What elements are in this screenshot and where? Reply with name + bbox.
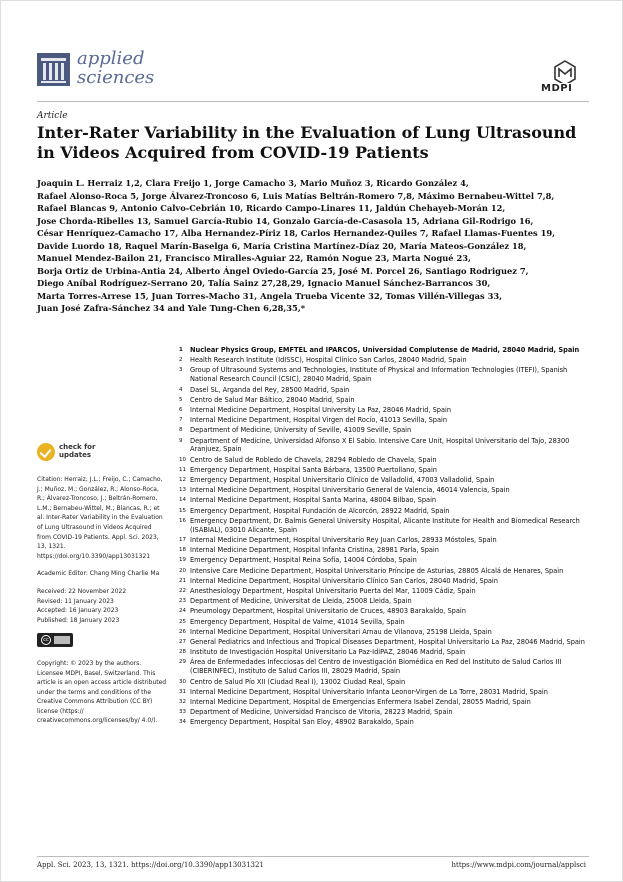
affiliation-item: [179, 426, 589, 435]
affiliation-number: 23: [179, 598, 186, 605]
affiliation-item: [179, 708, 589, 717]
affiliation-number: 3: [179, 367, 183, 374]
article-title: Inter-Rater Variability in the Evaluation of Lung Ultrasound in Videos Acquired from COVID-19 Patients: [37, 123, 577, 162]
affiliation-item: [179, 396, 589, 405]
author-line: Joaquin L. Herraiz 1,2, Clara Freijo 1, Jorge Camacho 3, Mario Muñoz 3, Ricardo González 4,: [37, 178, 469, 188]
affiliation-number: 9: [179, 437, 183, 444]
footer-citation: Appl. Sci. 2023, 13, 1321. https://doi.org/10.3390/app13031321: [37, 861, 264, 869]
affiliation-text: General Pediatrics and Infectious and Tropical Diseases Department, Hospital Universitario La Paz, 28046 Madrid, Spain: [190, 638, 585, 646]
affiliation-number: 27: [179, 639, 186, 645]
affiliation-number: 22: [179, 587, 186, 594]
affiliation-item: [179, 356, 589, 365]
mdpi-logo-icon: [541, 59, 589, 83]
affiliation-text: Centro de Salud Pío XII (Ciudad Real I), 13002 Ciudad Real, Spain: [190, 677, 406, 686]
affiliation-text: Internal Medicine Department, Hospital Universitario Infanta Leonor-Virgen de La Torre, 28031 Madrid, Spain: [190, 687, 548, 696]
received-date: Received: 22 November 2022: [37, 587, 127, 595]
affiliation-item: [179, 406, 589, 415]
affiliation-number: 4: [179, 386, 183, 393]
affiliation-item: [179, 517, 589, 535]
affiliation-item: [179, 658, 589, 676]
affiliation-text: Emergency Department, Hospital San Eloy, 48902 Barakaldo, Spain: [190, 718, 414, 727]
affiliation-text: Centro de Salud Mar Báltico, 28040 Madrid, Spain: [190, 395, 355, 404]
cc-by-badge[interactable]: [37, 633, 167, 651]
check-for-updates-badge[interactable]: [37, 441, 167, 467]
author-line: Marta Torres-Arrese 15, Juan Torres-Macho 31, Angela Trueba Vicente 32, Tomas Villén-Villegas 33,: [37, 290, 503, 301]
affiliation-number: 26: [179, 628, 186, 635]
author-line: Jose Chorda-Ribelles 13, Samuel García-Rubio 14, Gonzalo García-de-Casasola 15, Adriana Gil-Rodrigo 16,: [37, 215, 534, 226]
journal-logo[interactable]: [37, 49, 207, 93]
affiliation-number: 24: [179, 608, 186, 615]
affiliation-text: Internal Medicine Department, Hospital Universitario Clínico San Carlos, 28040 Madrid, Spain: [190, 576, 498, 585]
journal-logo-icon: [37, 53, 70, 86]
affiliation-item: [179, 476, 589, 485]
affiliation-number: 17: [179, 536, 186, 543]
affiliation-number: 29: [179, 659, 186, 666]
affiliation-number: 13: [179, 487, 186, 494]
affiliation-text: Department of Medicine, University of Seville, 41009 Seville, Spain: [190, 426, 412, 435]
revised-date: Revised: 11 January 2023: [37, 597, 114, 605]
affiliation-text: Nuclear Physics Group, EMFTEL and IPARCOS, Universidad Complutense de Madrid, 28040 Madrid, Spain: [190, 346, 580, 354]
affiliation-text: Anesthesiology Department, Hospital Universitario Puerta del Mar, 11009 Cádiz, Spain: [190, 586, 476, 595]
affiliation-item: [179, 678, 589, 687]
affiliation-text: Centro de Salud de Robledo de Chavela, 28294 Robledo de Chavela, Spain: [190, 455, 437, 464]
affiliation-number: 18: [179, 547, 186, 554]
affiliation-text: Internal Medicine Department, Hospital Universitario General de Valencia, 46014 Valencia, Spain: [190, 486, 510, 495]
affiliation-number: 28: [179, 649, 186, 656]
affiliation-item: [179, 556, 589, 565]
author-line: Borja Ortiz de Urbina-Antia 24, Alberto Ángel Oviedo-García 25, José M. Porcel 26, Santiago Rodriguez 7,: [37, 265, 529, 276]
affiliation-text: Internal Medicine Department, Hospital Virgen del Rocío, 41013 Sevilla, Spain: [190, 416, 448, 425]
affiliation-item: [179, 486, 589, 495]
affiliation-text: Internal Medicine Department, Hospital Santa Marina, 48004 Bilbao, Spain: [190, 496, 437, 505]
affiliation-item: [179, 638, 589, 647]
accepted-date: Accepted: 16 January 2023: [37, 607, 119, 615]
affiliation-item: [179, 607, 589, 616]
journal-name-line2: sciences: [77, 67, 155, 88]
affiliation-item: [179, 628, 589, 637]
author-line: Davide Luordo 18, Raquel Marín-Baselga 6, María Cristina Martínez-Díaz 20, María Mateos-González 18,: [37, 240, 527, 251]
affiliation-item: [179, 507, 589, 516]
published-date: Published: 18 January 2023: [37, 616, 120, 624]
affiliation-number: 10: [179, 456, 186, 463]
affiliation-number: 6: [179, 406, 183, 413]
affiliation-number: 15: [179, 507, 186, 514]
author-line: Diego Aníbal Rodríguez-Serrano 20, Talía Sainz 27,28,29, Ignacio Manuel Sánchez-Barrancos 30,: [37, 278, 491, 289]
author-line: César Henríquez-Camacho 17, Alba Hernandez-Píriz 18, Carlos Hernandez-Quiles 7, Rafael Llamas-Fuentes 19,: [37, 228, 556, 239]
affiliation-text: Emergency Department, Dr. Balmis General University Hospital, Alicante Institute for Health and Biomedical Research (ISABIAL), 03010 Alicante, Spain: [190, 516, 580, 534]
affiliation-number: 21: [179, 577, 186, 584]
affiliation-item: [179, 597, 589, 606]
copyright-notice: Copyright: © 2023 by the authors. Licensee MDPI, Basel, Switzerland. This article is an open access article distributed under the terms and conditions of the Creative Commons Attribution (CC BY) license (https:// creativecommons.org/licenses/by/ 4.0/).: [37, 659, 167, 725]
affiliation-text: Health Research Institute (IdISSC), Hospital Clínico San Carlos, 28040 Madrid, Spain: [190, 356, 467, 365]
check-updates-line2: updates: [59, 451, 91, 459]
footer-journal-url[interactable]: https://www.mdpi.com/journal/applsci: [451, 861, 586, 869]
citation: Citation: Herraiz, J.L.; Freijo, C.; Camacho, J.; Muñoz, M.; González, R.; Alonso-Roca, R.; Álvarez-Troncoso, J.; Beltrán-Romero, L.M.; Bernabeu-Wittel, M.; Blancas, R.; et al. Inter-Rater Variability in the Evaluation of Lung Ultrasound in Videos Acquired from COVID-19 Patients. Appl. Sci. 2023, 13, 1321. https://doi.org/10.3390/app13031321: [37, 476, 163, 560]
affiliation-list: [179, 346, 589, 729]
affiliation-item: [179, 648, 589, 657]
affiliation-item: [179, 618, 589, 627]
author-line: Rafael Blancas 9, Antonio Calvo-Cebrián 10, Ricardo Campo-Linares 11, Jaldún Chehayeb-Morán 12,: [37, 203, 506, 214]
affiliation-number: 19: [179, 557, 186, 564]
affiliation-number: 11: [179, 466, 186, 473]
affiliation-number: 8: [179, 427, 183, 434]
affiliation-item: [179, 718, 589, 727]
affiliation-item: [179, 698, 589, 707]
affiliation-item: [179, 536, 589, 545]
check-updates-icon: [37, 443, 55, 461]
affiliation-text: Pneumology Department, Hospital Universitario de Cruces, 48903 Barakaldo, Spain: [190, 607, 466, 616]
affiliation-text: Emergency Department, Hospital Santa Bárbara, 13500 Puertollano, Spain: [190, 465, 437, 474]
affiliation-item: [179, 386, 589, 395]
affiliation-number: 32: [179, 698, 186, 705]
affiliation-text: Department of Medicine, Universitat de Lleida, 25008 Lleida, Spain: [190, 597, 412, 606]
footer-divider: [37, 856, 589, 857]
publisher-logo[interactable]: [541, 59, 589, 95]
author-list: [37, 177, 597, 315]
affiliation-text: Internal Medicine Department, Hospital Universitari Arnau de Vilanova, 25198 Lleida, Spain: [190, 627, 492, 636]
affiliation-text: Emergency Department, Hospital Fundación de Alcorcón, 28922 Madrid, Spain: [190, 506, 450, 515]
affiliation-number: 34: [179, 719, 186, 726]
affiliation-number: 25: [179, 618, 186, 625]
affiliation-text: Emergency Department, Hospital Reina Sofía, 14004 Córdoba, Spain: [190, 556, 417, 565]
affiliation-number: 30: [179, 678, 186, 685]
check-updates-line1: check for: [59, 443, 96, 451]
affiliation-text: Internal Medicine Department, Hospital Infanta Cristina, 28981 Parla, Spain: [190, 546, 439, 555]
affiliation-item: [179, 567, 589, 576]
affiliation-item: [179, 437, 589, 455]
article-type: Article: [37, 111, 68, 121]
author-line: Manuel Mendez-Bailon 21, Francisco Miralles-Aguiar 22, Ramón Nogue 23, Marta Nogué 23,: [37, 253, 471, 264]
affiliation-text: Internal Medicine Department, Hospital Universitario Rey Juan Carlos, 28933 Móstoles, Spain: [190, 535, 497, 544]
affiliation-number: 7: [179, 417, 183, 424]
affiliation-text: Department of Medicine, Universidad Alfonso X El Sabio. Intensive Care Unit, Hospital Universitario del Tajo, 28300 Aranjuez, Spain: [190, 436, 570, 454]
header-divider: [37, 101, 589, 102]
affiliation-text: Dasel SL, Arganda del Rey, 28500 Madrid, Spain: [190, 385, 350, 394]
affiliation-text: Internal Medicine Department, Hospital de Emergencias Enfermera Isabel Zendal, 28055 Madrid, Spain: [190, 697, 531, 706]
affiliation-item: [179, 466, 589, 475]
affiliation-item: [179, 587, 589, 596]
affiliation-item: [179, 546, 589, 555]
publisher-name: MDPI: [541, 83, 573, 94]
affiliation-text: Área de Enfermedades Infecciosas del Centro de Investigación Biomédica en Red del Instituto de Salud Carlos III (CIBERINFEC), Instituto de Salud Carlos III, 28029 Madrid, Spain: [190, 658, 562, 676]
affiliation-item: [179, 366, 589, 384]
affiliation-text: Group of Ultrasound Systems and Technologies, Institute of Physical and Information Technologies (ITEFI), Spanish National Research Council (CSIC), 28040 Madrid, Spain: [190, 366, 568, 384]
affiliation-number: 31: [179, 688, 186, 695]
affiliation-text: Intensive Care Medicine Department, Hospital Universitario Príncipe de Asturias, 28805 Alcalá de Henares, Spain: [190, 566, 564, 575]
affiliation-text: Emergency Department, Hospital de Valme, 41014 Sevilla, Spain: [190, 617, 405, 626]
affiliation-number: 2: [179, 357, 183, 364]
affiliation-number: 1: [179, 347, 183, 353]
affiliation-item: [179, 496, 589, 505]
affiliation-item: [179, 456, 589, 465]
affiliation-item: [179, 688, 589, 697]
affiliation-text: Internal Medicine Department, Hospital University La Paz, 28046 Madrid, Spain: [190, 405, 452, 414]
affiliation-number: 14: [179, 497, 186, 504]
affiliation-text: Instituto de Investigación Hospital Universitario La Paz-IdiPAZ, 28046 Madrid, Spain: [190, 648, 466, 657]
author-line: Rafael Alonso-Roca 5, Jorge Álvarez-Troncoso 6, Luis Matías Beltrán-Romero 7,8, Máximo Bernabeu-Wittel 7,8,: [37, 190, 555, 201]
academic-editor: Academic Editor: Chang Ming Charlie Ma: [37, 570, 160, 578]
journal-name-line1: applied: [77, 48, 145, 69]
affiliation-item: [179, 346, 589, 355]
cc-license-icon: cc: [37, 633, 73, 647]
affiliation-number: 33: [179, 709, 186, 716]
affiliation-number: 5: [179, 396, 183, 403]
author-line: Juan José Zafra-Sánchez 34 and Yale Tung-Chen 6,28,35,*: [37, 303, 306, 314]
affiliation-text: Emergency Department, Hospital Universitario Clínico de Valladolid, 47003 Valladolid, Spain: [190, 476, 495, 485]
affiliation-item: [179, 416, 589, 425]
affiliation-number: 16: [179, 517, 186, 524]
sidebar: [37, 441, 167, 726]
affiliation-number: 12: [179, 477, 186, 484]
affiliation-item: [179, 577, 589, 586]
affiliation-number: 20: [179, 567, 186, 574]
affiliation-text: Department of Medicine, Universidad Francisco de Vitoria, 28223 Madrid, Spain: [190, 708, 453, 717]
